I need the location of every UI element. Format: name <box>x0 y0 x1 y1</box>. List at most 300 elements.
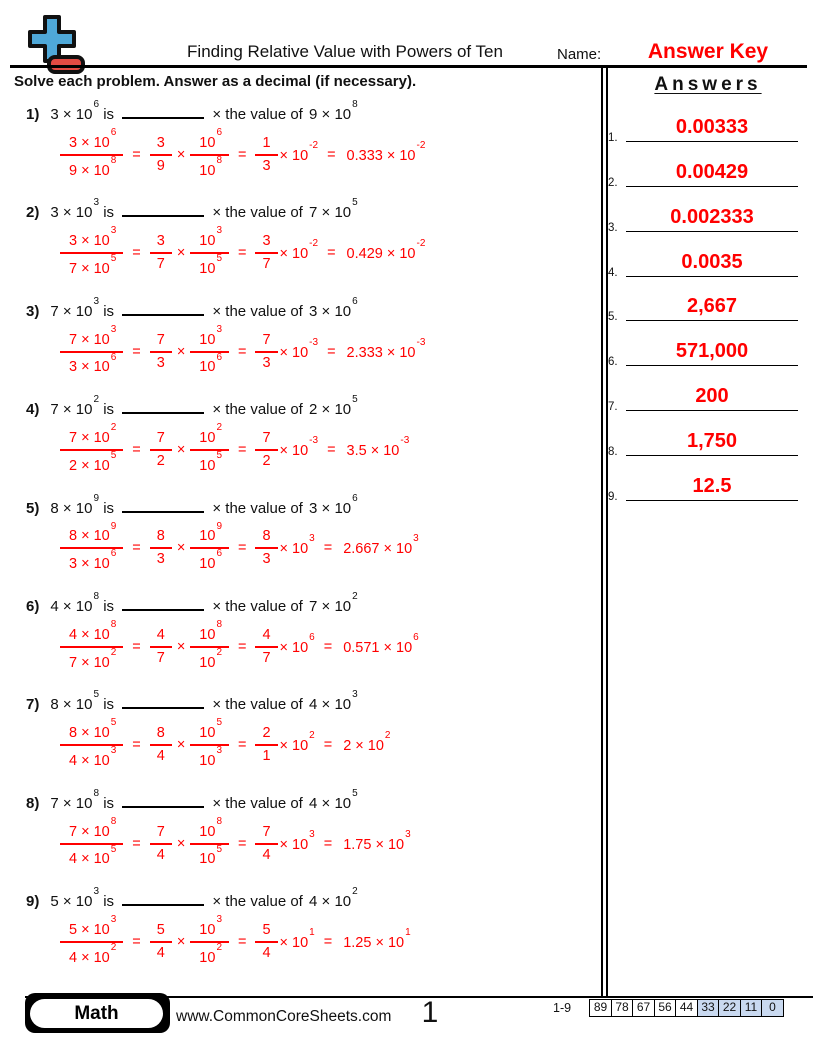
fraction-coefficients <box>150 233 172 273</box>
problem-question <box>26 888 600 912</box>
numerator <box>60 717 123 746</box>
solution-work <box>60 914 600 967</box>
answer-value: 1,750 <box>686 430 738 453</box>
fraction-powers <box>190 323 229 377</box>
denominator <box>60 254 123 278</box>
power-term: $10^5$ <box>199 253 222 278</box>
denominator: 3 <box>262 157 271 174</box>
power-multiplier: × $10^1$ <box>279 927 315 951</box>
denominator <box>190 746 229 770</box>
answer-value: 200 <box>695 385 729 408</box>
answer-row <box>602 283 814 328</box>
power-term: $2 \times 10^5$ <box>69 450 117 474</box>
times-sign: × <box>176 835 186 852</box>
exponent: 3 <box>216 745 222 757</box>
fraction-simplified <box>255 135 277 175</box>
equals-sign: = <box>132 442 141 458</box>
subject-badge <box>25 993 170 1033</box>
answer-row <box>602 372 814 417</box>
first-value: $7 \times 10^2$ <box>50 394 100 419</box>
exponent: 8 <box>93 787 100 799</box>
exponent: 2 <box>352 590 358 602</box>
denominator <box>60 451 123 475</box>
power-multiplier: × $10^6$ <box>279 631 315 656</box>
work-result: $0.571 \times 10^6$ <box>343 631 419 656</box>
fraction-full <box>60 225 123 278</box>
problem-block <box>14 101 600 199</box>
exponent: 6 <box>352 492 358 504</box>
problem-number: 7) <box>26 696 40 714</box>
fraction-coefficients <box>150 824 172 864</box>
numerator <box>60 422 123 451</box>
answer-row <box>602 103 814 148</box>
answer-number: 4. <box>608 266 618 279</box>
numerator <box>190 422 229 451</box>
problem-question <box>26 787 600 814</box>
problem-number: 3) <box>26 302 40 320</box>
exponent: 6 <box>413 631 419 643</box>
numerator: 1 <box>255 135 277 156</box>
fraction-coefficients <box>150 627 172 667</box>
exponent: 2 <box>110 646 117 658</box>
exponent: 5 <box>110 253 117 265</box>
work-result: $0.333 \times 10^{-2}$ <box>346 139 426 164</box>
numerator: 5 <box>255 922 277 943</box>
exponent: 3 <box>110 914 117 926</box>
score-box: 11 <box>740 999 763 1017</box>
exponent: 8 <box>216 154 222 166</box>
numerator: 4 <box>150 627 172 648</box>
power-term: $4 \times 10^8$ <box>69 618 117 643</box>
answer-number: 9. <box>608 491 618 504</box>
answer-value: 0.00333 <box>675 115 749 138</box>
power-term: $10^3$ <box>199 225 222 250</box>
first-value: $8 \times 10^9$ <box>50 492 100 517</box>
problem-question <box>26 590 600 617</box>
exponent: 5 <box>110 450 117 461</box>
fraction-coefficients <box>150 135 172 175</box>
answers-column <box>602 74 814 507</box>
power-term: $10^2$ <box>199 646 222 671</box>
problem-question <box>26 199 600 223</box>
exponent: 1 <box>405 927 411 939</box>
exponent: 3 <box>110 745 117 757</box>
power-term: $10^9$ <box>199 520 222 545</box>
exponent: -3 <box>309 435 319 447</box>
equals-sign: = <box>132 737 141 754</box>
exponent: 3 <box>309 533 315 545</box>
exponent: 5 <box>216 450 222 461</box>
power-multiplier: × $10^3$ <box>279 533 315 558</box>
equals-sign: = <box>132 245 141 262</box>
answer-blank <box>122 696 204 709</box>
exponent: 5 <box>216 717 222 729</box>
numerator <box>190 717 229 746</box>
second-value: $3 \times 10^6$ <box>309 492 358 517</box>
times-sign: × <box>176 933 186 950</box>
question-text: $3 \times 10^3$ is × the value of $7 \times 10^5$ <box>50 197 358 222</box>
exponent: -2 <box>416 139 426 151</box>
power-multiplier: × $10^{-2}$ <box>279 139 319 164</box>
exponent: 6 <box>352 295 358 307</box>
numerator <box>60 520 123 550</box>
denominator <box>60 648 123 672</box>
exponent: 3 <box>93 886 100 898</box>
power-term: $10^3$ <box>199 323 222 348</box>
exponent: -3 <box>416 336 426 348</box>
exponent: 8 <box>216 618 222 630</box>
equals-sign: = <box>238 245 247 262</box>
question-text: $8 \times 10^9$ is × the value of $3 \times 10^6$ <box>50 492 358 517</box>
exponent: 3 <box>110 323 117 335</box>
power-term: $10^2$ <box>199 941 222 966</box>
times-sign: × <box>176 245 186 262</box>
power-term: $7 \times 10^3$ <box>69 323 117 348</box>
name-label: Name: <box>557 46 602 63</box>
equals-sign: = <box>323 835 333 852</box>
denominator: 4 <box>156 748 165 765</box>
equals-sign: = <box>238 737 247 754</box>
equals-sign: = <box>327 146 336 163</box>
power-term: $10^5$ <box>199 450 222 474</box>
problem-block <box>14 590 600 691</box>
times-sign: × <box>176 737 186 754</box>
answer-blank <box>122 500 204 513</box>
numerator <box>60 127 123 156</box>
second-value: $9 \times 10^8$ <box>309 99 358 123</box>
numerator: 5 <box>150 922 172 943</box>
power-multiplier: × $10^{-3}$ <box>279 336 319 361</box>
equals-sign: = <box>132 540 141 557</box>
answer-blank <box>122 204 204 217</box>
numerator: 7 <box>150 332 172 353</box>
equals-sign: = <box>132 146 141 163</box>
denominator <box>190 648 229 672</box>
answers-header: Answers <box>654 74 762 95</box>
power-term: $7 \times 10^2$ <box>69 422 117 446</box>
answer-value: 0.0035 <box>681 250 743 273</box>
problem-number: 8) <box>26 794 40 812</box>
power-term: $10^5$ <box>199 843 222 868</box>
power-multiplier: × $10^{-2}$ <box>279 238 319 263</box>
fraction-powers <box>190 225 229 278</box>
denominator: 3 <box>262 551 271 568</box>
fraction-powers <box>190 520 229 574</box>
fraction-coefficients <box>150 922 172 962</box>
denominator <box>60 943 123 967</box>
score-range-label: 1-9 <box>553 1001 572 1015</box>
first-value: $3 \times 10^3$ <box>50 197 100 222</box>
exponent: 5 <box>93 689 100 701</box>
numerator: 2 <box>255 725 277 746</box>
problem-number: 5) <box>26 499 40 517</box>
times-sign: × <box>176 146 186 163</box>
denominator <box>190 254 229 278</box>
exponent: 5 <box>216 843 222 855</box>
equals-sign: = <box>323 737 333 754</box>
exponent: 3 <box>405 828 411 840</box>
denominator: 1 <box>262 748 271 765</box>
second-value: $4 \times 10^3$ <box>309 689 358 714</box>
answer-number: 6. <box>608 356 618 369</box>
equals-sign: = <box>132 835 141 852</box>
answer-number: 8. <box>608 446 618 459</box>
times-sign: × <box>176 638 186 655</box>
instructions-text: Solve each problem. Answer as a decimal (if necessary). <box>14 73 417 90</box>
answer-number: 2. <box>608 176 618 189</box>
work-result: $3.5 \times 10^{-3}$ <box>346 435 410 459</box>
denominator: 9 <box>156 157 165 174</box>
answer-blank <box>122 795 204 808</box>
fraction-full <box>60 717 123 770</box>
problem-block <box>14 295 600 396</box>
first-value: $4 \times 10^8$ <box>50 590 100 615</box>
power-term: $5 \times 10^3$ <box>69 914 117 938</box>
first-value: $5 \times 10^3$ <box>50 886 100 911</box>
denominator: 2 <box>262 453 271 469</box>
page-title: Finding Relative Value with Powers of Ten <box>187 42 503 61</box>
score-box: 0 <box>761 999 784 1017</box>
answer-blank <box>122 401 204 414</box>
denominator: 7 <box>156 649 165 666</box>
power-term: $10^8$ <box>199 815 222 840</box>
numerator: 7 <box>150 430 172 451</box>
problem-question <box>26 492 600 519</box>
fraction-coefficients <box>150 430 172 470</box>
answer-row <box>602 148 814 193</box>
fraction-simplified <box>255 430 277 470</box>
numerator: 4 <box>255 627 277 648</box>
question-text: $8 \times 10^5$ is × the value of $4 \times 10^3$ <box>50 689 358 714</box>
equals-sign: = <box>238 540 247 557</box>
exponent: 8 <box>93 590 100 602</box>
power-term: $10^5$ <box>199 717 222 742</box>
power-term: $10^6$ <box>199 548 222 573</box>
score-box: 22 <box>718 999 741 1017</box>
denominator <box>60 549 123 573</box>
score-box: 33 <box>697 999 720 1017</box>
numerator <box>190 815 229 845</box>
answer-blank <box>122 106 204 119</box>
solution-work <box>60 323 600 377</box>
question-text: $7 \times 10^8$ is × the value of $4 \times 10^5$ <box>50 787 358 812</box>
fraction-powers <box>190 618 229 672</box>
answer-row <box>602 417 814 462</box>
answer-row <box>602 193 814 238</box>
question-text: $7 \times 10^2$ is × the value of $2 \times 10^5$ <box>50 394 358 419</box>
problems-list <box>14 101 600 987</box>
denominator: 3 <box>156 551 165 568</box>
problem-block <box>14 492 600 593</box>
fraction-simplified <box>255 528 277 568</box>
exponent: 2 <box>309 730 315 742</box>
answer-row <box>602 327 814 372</box>
numerator <box>60 618 123 648</box>
problem-block <box>14 787 600 888</box>
answer-line <box>626 231 798 232</box>
numerator <box>60 815 123 845</box>
exponent: -2 <box>309 238 319 250</box>
problem-number: 1) <box>26 106 40 123</box>
fraction-powers <box>190 422 229 475</box>
equals-sign: = <box>323 933 333 950</box>
fraction-full <box>60 323 123 377</box>
answer-blank <box>122 303 204 316</box>
power-multiplier: × $10^3$ <box>279 828 315 853</box>
exponent: 6 <box>110 351 117 363</box>
exponent: 2 <box>110 941 117 953</box>
exponent: 5 <box>110 843 117 855</box>
power-term: $3 \times 10^6$ <box>69 548 117 573</box>
answer-number: 5. <box>608 311 618 324</box>
denominator: 4 <box>156 846 165 863</box>
exponent: 8 <box>216 815 222 827</box>
equals-sign: = <box>238 343 247 360</box>
second-value: $7 \times 10^2$ <box>309 590 358 615</box>
fraction-powers <box>190 815 229 869</box>
numerator: 8 <box>150 528 172 549</box>
fraction-full <box>60 815 123 869</box>
fraction-coefficients <box>150 332 172 372</box>
power-term: $9 \times 10^8$ <box>69 154 117 179</box>
denominator: 4 <box>262 944 271 961</box>
fraction-full <box>60 127 123 180</box>
numerator <box>190 225 229 254</box>
denominator <box>190 845 229 869</box>
numerator <box>60 225 123 254</box>
fraction-simplified <box>255 332 277 372</box>
equals-sign: = <box>323 638 333 655</box>
exponent: 6 <box>216 127 222 138</box>
numerator <box>190 618 229 648</box>
exponent: 8 <box>110 154 117 166</box>
equals-sign: = <box>238 638 247 655</box>
score-box: 67 <box>632 999 655 1017</box>
fraction-powers <box>190 127 229 180</box>
score-box: 89 <box>589 999 612 1017</box>
website-url: www.CommonCoreSheets.com <box>176 1008 392 1025</box>
second-value: $4 \times 10^5$ <box>309 787 358 812</box>
denominator: 4 <box>262 846 271 863</box>
exponent: 3 <box>413 533 419 545</box>
fraction-powers <box>190 717 229 770</box>
equals-sign: = <box>238 146 247 163</box>
answers-list <box>602 103 814 507</box>
power-term: $7 \times 10^5$ <box>69 253 117 278</box>
denominator: 2 <box>156 453 165 469</box>
numerator <box>190 323 229 353</box>
exponent: -2 <box>309 139 319 151</box>
fraction-full <box>60 520 123 574</box>
question-text: $4 \times 10^8$ is × the value of $7 \times 10^2$ <box>50 590 358 615</box>
answer-line <box>626 500 798 501</box>
problem-block <box>14 691 600 789</box>
fraction-simplified <box>255 627 277 667</box>
exponent: 3 <box>93 295 100 307</box>
exponent: 2 <box>352 886 358 898</box>
problem-block <box>14 396 600 494</box>
work-result: $2.333 \times 10^{-3}$ <box>346 336 426 361</box>
numerator <box>190 127 229 156</box>
denominator <box>190 943 229 967</box>
denominator <box>60 845 123 869</box>
exponent: -3 <box>309 336 319 348</box>
exponent: 3 <box>216 914 222 926</box>
problem-number: 2) <box>26 204 40 222</box>
solution-work <box>60 225 600 278</box>
power-term: $8 \times 10^5$ <box>69 717 117 742</box>
power-term: $10^3$ <box>199 745 222 769</box>
work-result: $1.25 \times 10^1$ <box>343 927 411 951</box>
denominator <box>190 353 229 377</box>
second-value: $3 \times 10^6$ <box>309 295 358 320</box>
problem-block <box>14 199 600 297</box>
exponent: 5 <box>352 197 358 209</box>
exponent: -3 <box>400 435 410 447</box>
exponent: 2 <box>384 730 391 742</box>
exponent: 6 <box>216 548 222 560</box>
power-multiplier: × $10^2$ <box>279 730 315 755</box>
answer-value: 12.5 <box>692 475 732 498</box>
exponent: 5 <box>110 717 117 729</box>
problem-block <box>14 888 600 986</box>
exponent: 3 <box>93 197 100 209</box>
solution-work <box>60 618 600 672</box>
work-result: $0.429 \times 10^{-2}$ <box>346 238 426 263</box>
equals-sign: = <box>132 343 141 360</box>
first-value: $3 \times 10^6$ <box>50 99 100 123</box>
fraction-full <box>60 618 123 672</box>
problem-question <box>26 691 600 715</box>
fraction-simplified <box>255 922 277 962</box>
exponent: -2 <box>416 238 426 250</box>
denominator: 4 <box>156 944 165 961</box>
exponent: 6 <box>110 127 117 138</box>
numerator <box>190 914 229 943</box>
exponent: 9 <box>216 520 222 532</box>
answer-row <box>602 462 814 507</box>
equals-sign: = <box>323 540 333 557</box>
numerator: 3 <box>255 233 277 254</box>
equals-sign: = <box>327 343 336 360</box>
numerator: 7 <box>255 824 277 845</box>
answer-row <box>602 238 814 283</box>
solution-work <box>60 127 600 180</box>
exponent: 5 <box>352 394 358 406</box>
answer-key-name-value: Answer Key <box>647 40 769 63</box>
times-sign: × <box>176 442 186 458</box>
answer-blank <box>122 598 204 611</box>
numerator: 3 <box>150 135 172 156</box>
score-box: 56 <box>654 999 677 1017</box>
fraction-full <box>60 422 123 475</box>
exponent: 2 <box>216 941 222 953</box>
fraction-coefficients <box>150 725 172 765</box>
numerator <box>60 323 123 353</box>
exponent: 3 <box>216 225 222 237</box>
answer-value: 2,667 <box>686 295 738 318</box>
work-result: $2.667 \times 10^3$ <box>343 533 419 558</box>
equals-sign: = <box>238 933 247 950</box>
numerator: 8 <box>150 725 172 746</box>
exponent: 5 <box>352 787 358 799</box>
exponent: 5 <box>216 253 222 265</box>
solution-work <box>60 815 600 869</box>
score-grid <box>589 999 784 1017</box>
equals-sign: = <box>238 835 247 852</box>
work-result: $2 \times 10^2$ <box>343 730 391 755</box>
power-term: $10^8$ <box>199 618 222 643</box>
